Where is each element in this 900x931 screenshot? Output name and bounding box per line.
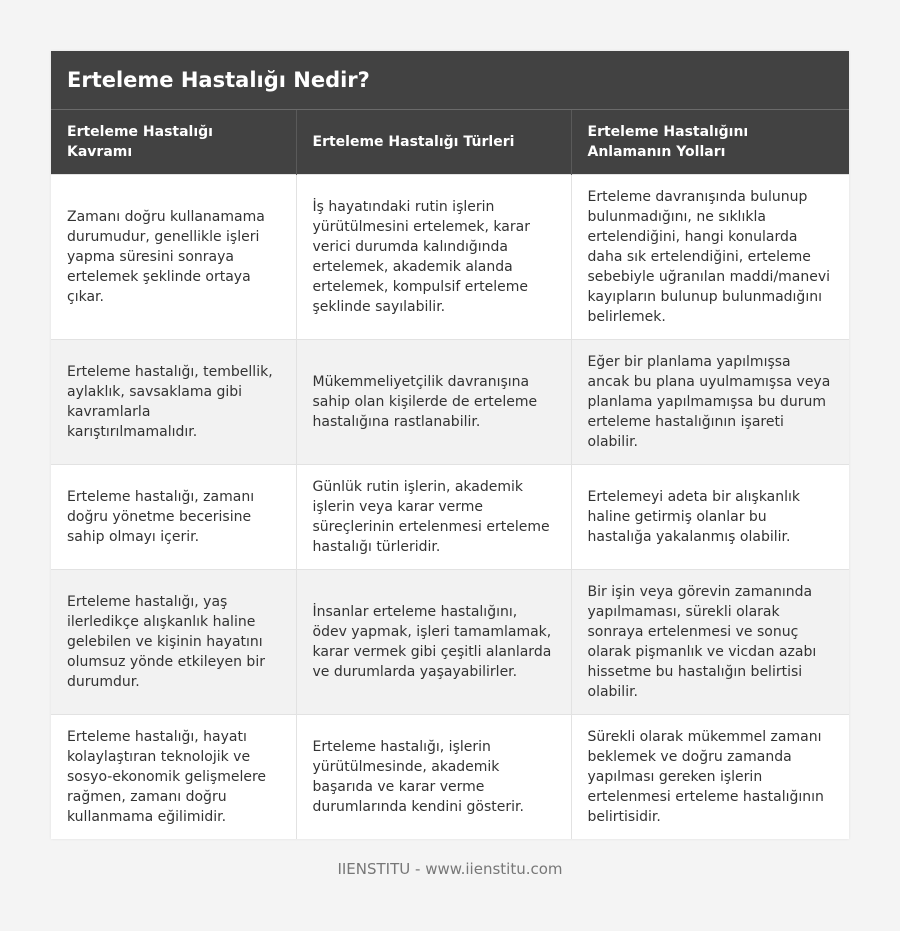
table-row (51, 465, 849, 570)
table-row (51, 570, 849, 715)
table-cell: Erteleme hastalığı, hayatı kolaylaştıran teknolojik ve sosyo-ekonomik gelişmelere rağmen, zamanı doğru kullanmama eğilimidir. (51, 715, 296, 840)
info-table-card (51, 51, 849, 839)
column-header-concept: Erteleme Hastalığı Kavramı (51, 110, 296, 175)
column-header-ways: Erteleme Hastalığını Anlamanın Yolları (571, 110, 849, 175)
table-cell: Ertelemeyi adeta bir alışkanlık haline getirmiş olanlar bu hastalığa yakalanmış olabilir. (571, 465, 849, 570)
table-cell: Bir işin veya görevin zamanında yapılmaması, sürekli olarak sonraya ertelenmesi ve sonuç olarak pişmanlık ve vicdan azabı hissetme bu hastalığın belirtisi olabilir. (571, 570, 849, 715)
column-header-types: Erteleme Hastalığı Türleri (296, 110, 571, 175)
footer-credit: IIENSTITU - www.iienstitu.com (337, 860, 563, 878)
table-row (51, 715, 849, 840)
table-row (51, 175, 849, 340)
table-cell: İş hayatındaki rutin işlerin yürütülmesini ertelemek, karar verici durumda kalındığında ertelemek, akademik alanda ertelemek, kompulsif erteleme şeklinde sayılabilir. (296, 175, 571, 340)
table-row (51, 340, 849, 465)
table-cell: Günlük rutin işlerin, akademik işlerin veya karar verme süreçlerinin ertelenmesi erteleme hastalığı türleridir. (296, 465, 571, 570)
table-cell: İnsanlar erteleme hastalığını, ödev yapmak, işleri tamamlamak, karar vermek gibi çeşitli alanlarda ve durumlarda yaşayabilirler. (296, 570, 571, 715)
table-cell: Eğer bir planlama yapılmışsa ancak bu plana uyulmamışsa veya planlama yapılmamışsa bu durum erteleme hastalığının işareti olabilir. (571, 340, 849, 465)
table-cell: Erteleme davranışında bulunup bulunmadığını, ne sıklıkla ertelendiğini, hangi konularda daha sık ertelendiğini, erteleme sebebiyle uğranılan maddi/manevi kayıpların bulunup bulunmadığını belirlemek. (571, 175, 849, 340)
table-cell: Mükemmeliyetçilik davranışına sahip olan kişilerde de erteleme hastalığına rastlanabilir. (296, 340, 571, 465)
table-cell: Erteleme hastalığı, zamanı doğru yönetme becerisine sahip olmayı içerir. (51, 465, 296, 570)
table-cell: Zamanı doğru kullanamama durumudur, genellikle işleri yapma süresini sonraya ertelemek şeklinde ortaya çıkar. (51, 175, 296, 340)
table-cell: Erteleme hastalığı, tembellik, aylaklık, savsaklama gibi kavramlarla karıştırılmamalıdır. (51, 340, 296, 465)
header-row (51, 110, 849, 175)
table-cell: Erteleme hastalığı, yaş ilerledikçe alışkanlık haline gelebilen ve kişinin hayatını olumsuz yönde etkileyen bir durumdur. (51, 570, 296, 715)
table-title: Erteleme Hastalığı Nedir? (51, 51, 849, 110)
table-cell: Sürekli olarak mükemmel zamanı beklemek ve doğru zamanda yapılması gereken işlerin ertelenmesi erteleme hastalığının belirtisidir. (571, 715, 849, 840)
comparison-table (51, 110, 849, 839)
table-cell: Erteleme hastalığı, işlerin yürütülmesinde, akademik başarıda ve karar verme durumlarında kendini gösterir. (296, 715, 571, 840)
